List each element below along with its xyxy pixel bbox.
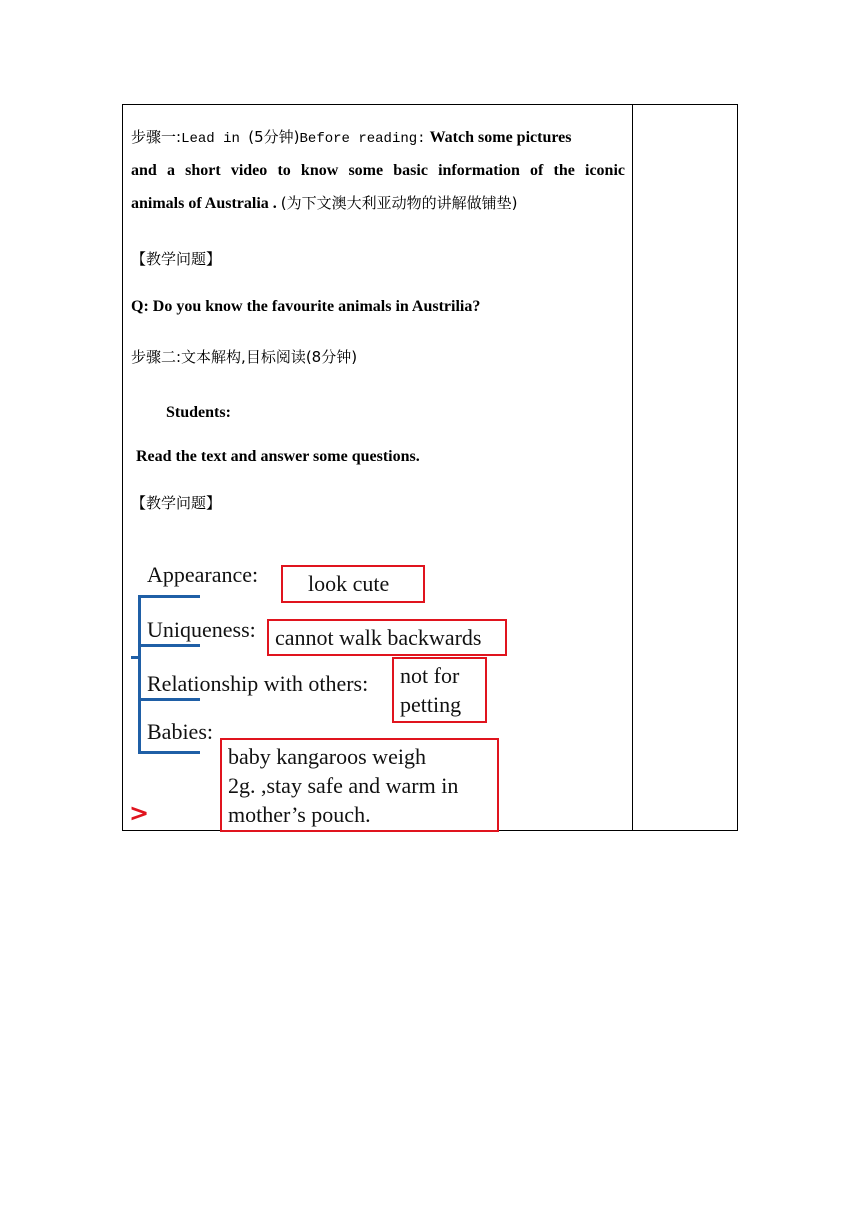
teaching-question-label-1: 【教学问题】 xyxy=(131,250,222,268)
teaching-question-label-2: 【教学问题】 xyxy=(131,494,222,512)
appearance-label: Appearance: xyxy=(147,562,259,587)
mindmap-branch-babies xyxy=(138,698,200,701)
step1-line3-en: animals of Australia . xyxy=(131,195,277,212)
babies-answer-box xyxy=(220,738,499,832)
mindmap-branch-end xyxy=(138,751,200,754)
babies-label: Babies: xyxy=(147,719,213,744)
appearance-answer-box xyxy=(281,565,425,603)
step1-line3 xyxy=(131,193,518,214)
students-label: Students: xyxy=(166,404,231,421)
step1-time: (5分钟) xyxy=(248,128,300,146)
uniqueness-answer-box xyxy=(267,619,507,656)
step1-lead: Lead in xyxy=(181,131,249,147)
question-text: Q: Do you know the favourite animals in Austrilia? xyxy=(131,298,481,315)
relationship-answer-line2: petting xyxy=(400,692,462,717)
step1-before: Before reading: xyxy=(299,131,426,147)
uniqueness-answer: cannot walk backwards xyxy=(275,625,482,650)
step1-text-1: Watch some pictures xyxy=(429,129,572,146)
babies-answer-line3: mother’s pouch. xyxy=(228,802,371,827)
mindmap-bracket-vertical xyxy=(138,595,141,754)
relationship-answer-line1: not for xyxy=(400,663,460,688)
mindmap-branch-relationship xyxy=(138,644,200,647)
step1-line1 xyxy=(131,127,571,149)
babies-answer-line2: 2g. ,stay safe and warm in xyxy=(228,773,459,798)
kangaroo-mindmap xyxy=(131,555,631,831)
mindmap-branch-uniqueness xyxy=(138,595,200,598)
step2-text: 步骤二:文本解构,目标阅读(8分钟) xyxy=(131,348,358,366)
step1-line2: and a short video to know some basic information of the iconic xyxy=(131,162,625,179)
step2-heading xyxy=(131,347,357,368)
lesson-content-cell xyxy=(131,105,627,830)
teaching-question-heading-2 xyxy=(131,493,221,514)
column-divider xyxy=(632,105,633,830)
uniqueness-label: Uniqueness: xyxy=(147,617,256,642)
relationship-answer-box xyxy=(392,657,487,723)
babies-answer-line1: baby kangaroos weigh xyxy=(228,744,426,769)
step1-line3-cn: (为下文澳大利亚动物的讲解做铺垫) xyxy=(280,194,518,212)
appearance-answer: look cute xyxy=(308,571,390,596)
lesson-table xyxy=(122,104,738,831)
students-task: Read the text and answer some questions. xyxy=(136,448,420,465)
mindmap-bracket-stub xyxy=(131,656,139,659)
relationship-label: Relationship with others: xyxy=(147,671,369,696)
step1-prefix: 步骤一: xyxy=(131,128,182,146)
teaching-question-heading-1 xyxy=(131,249,221,270)
next-arrow-icon: > xyxy=(129,799,150,827)
